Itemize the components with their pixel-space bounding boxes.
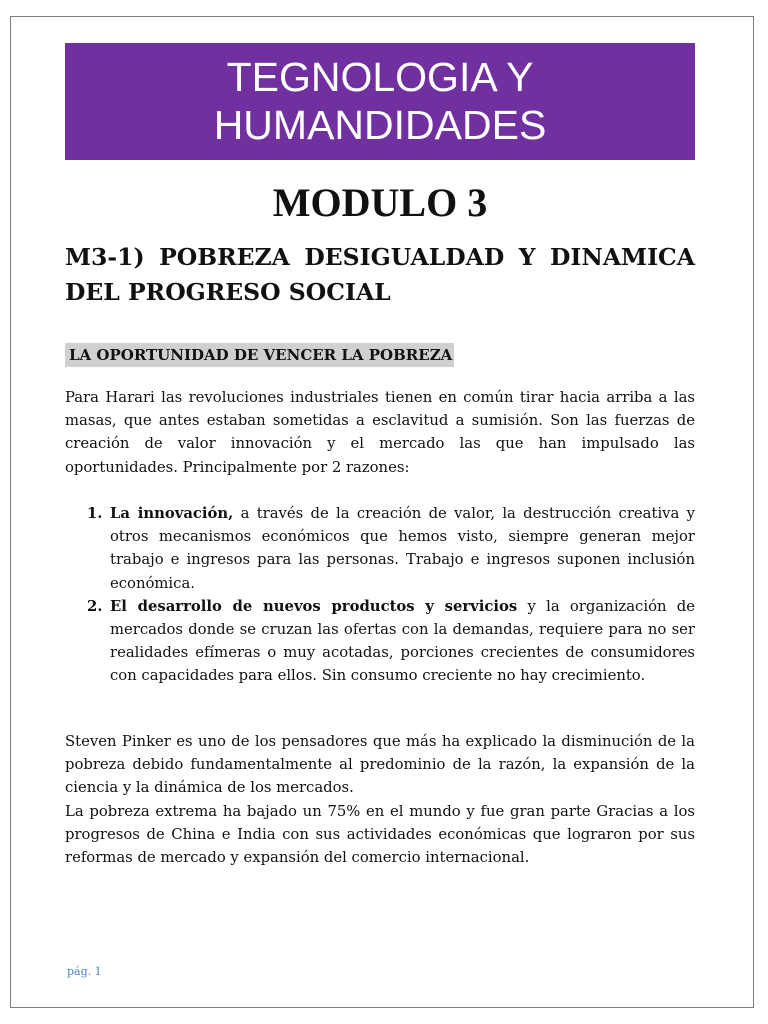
list-item-text: y la organización de mercados donde se cruzan las ofertas con la demandas, requiere para no ser realidades efímeras o muy acotadas, porciones crecientes de consumidores con capacidades para ellos. Sin consumo creciente no hay crecimiento. xyxy=(110,597,695,685)
intro-paragraph: Para Harari las revoluciones industriales tienen en común tirar hacia arriba a las masas, que antes estaban sometidas a esclavitud a sumisión. Son las fuerzas de creación de valor innovación y el mercado las que han impulsado las oportunidades. Principalmente por 2 razones: xyxy=(65,389,695,476)
pinker-paragraph: Steven Pinker es uno de los pensadores que más ha explicado la disminución de la pobreza debido fundamentalmente al predominio de la razón, la expansión de la ciencia y la dinámica de los mercados. xyxy=(65,733,695,797)
banner-title-line-2: HUMANDIDADES xyxy=(213,102,547,148)
highlighted-subheading: LA OPORTUNIDAD DE VENCER LA POBREZA xyxy=(65,343,454,367)
extreme-poverty-paragraph: La pobreza extrema ha bajado un 75% en el mundo y fue gran parte Gracias a los progresos de China e India con sus actividades económicas que lograron por sus reformas de mercado y expansión del comercio internacional. xyxy=(65,802,695,867)
module-title: MODULO 3 xyxy=(272,180,488,225)
title-banner xyxy=(65,43,695,160)
list-item-title: La innovación, xyxy=(110,505,234,522)
list-item xyxy=(65,595,695,688)
list-item-number: 2. xyxy=(87,597,103,615)
list-item-number: 1. xyxy=(87,505,103,522)
closing-paragraphs xyxy=(65,730,695,869)
reasons-list xyxy=(65,502,695,688)
list-item xyxy=(65,502,695,595)
page-number: pág. 1 xyxy=(67,965,102,978)
section-heading: M3-1) POBREZA DESIGUALDAD Y DINAMICA DEL PROGRESO SOCIAL xyxy=(65,243,695,306)
list-item-title: El desarrollo de nuevos productos y servicios xyxy=(110,597,518,615)
banner-title-line-1: TEGNOLOGIA Y xyxy=(226,54,534,100)
list-item-text: a través de la creación de valor, la destrucción creativa y otros mecanismos económicos que hemos visto, siempre generan mejor trabajo e ingresos para las personas. Trabajo e ingresos suponen inclusión económica. xyxy=(110,505,695,592)
